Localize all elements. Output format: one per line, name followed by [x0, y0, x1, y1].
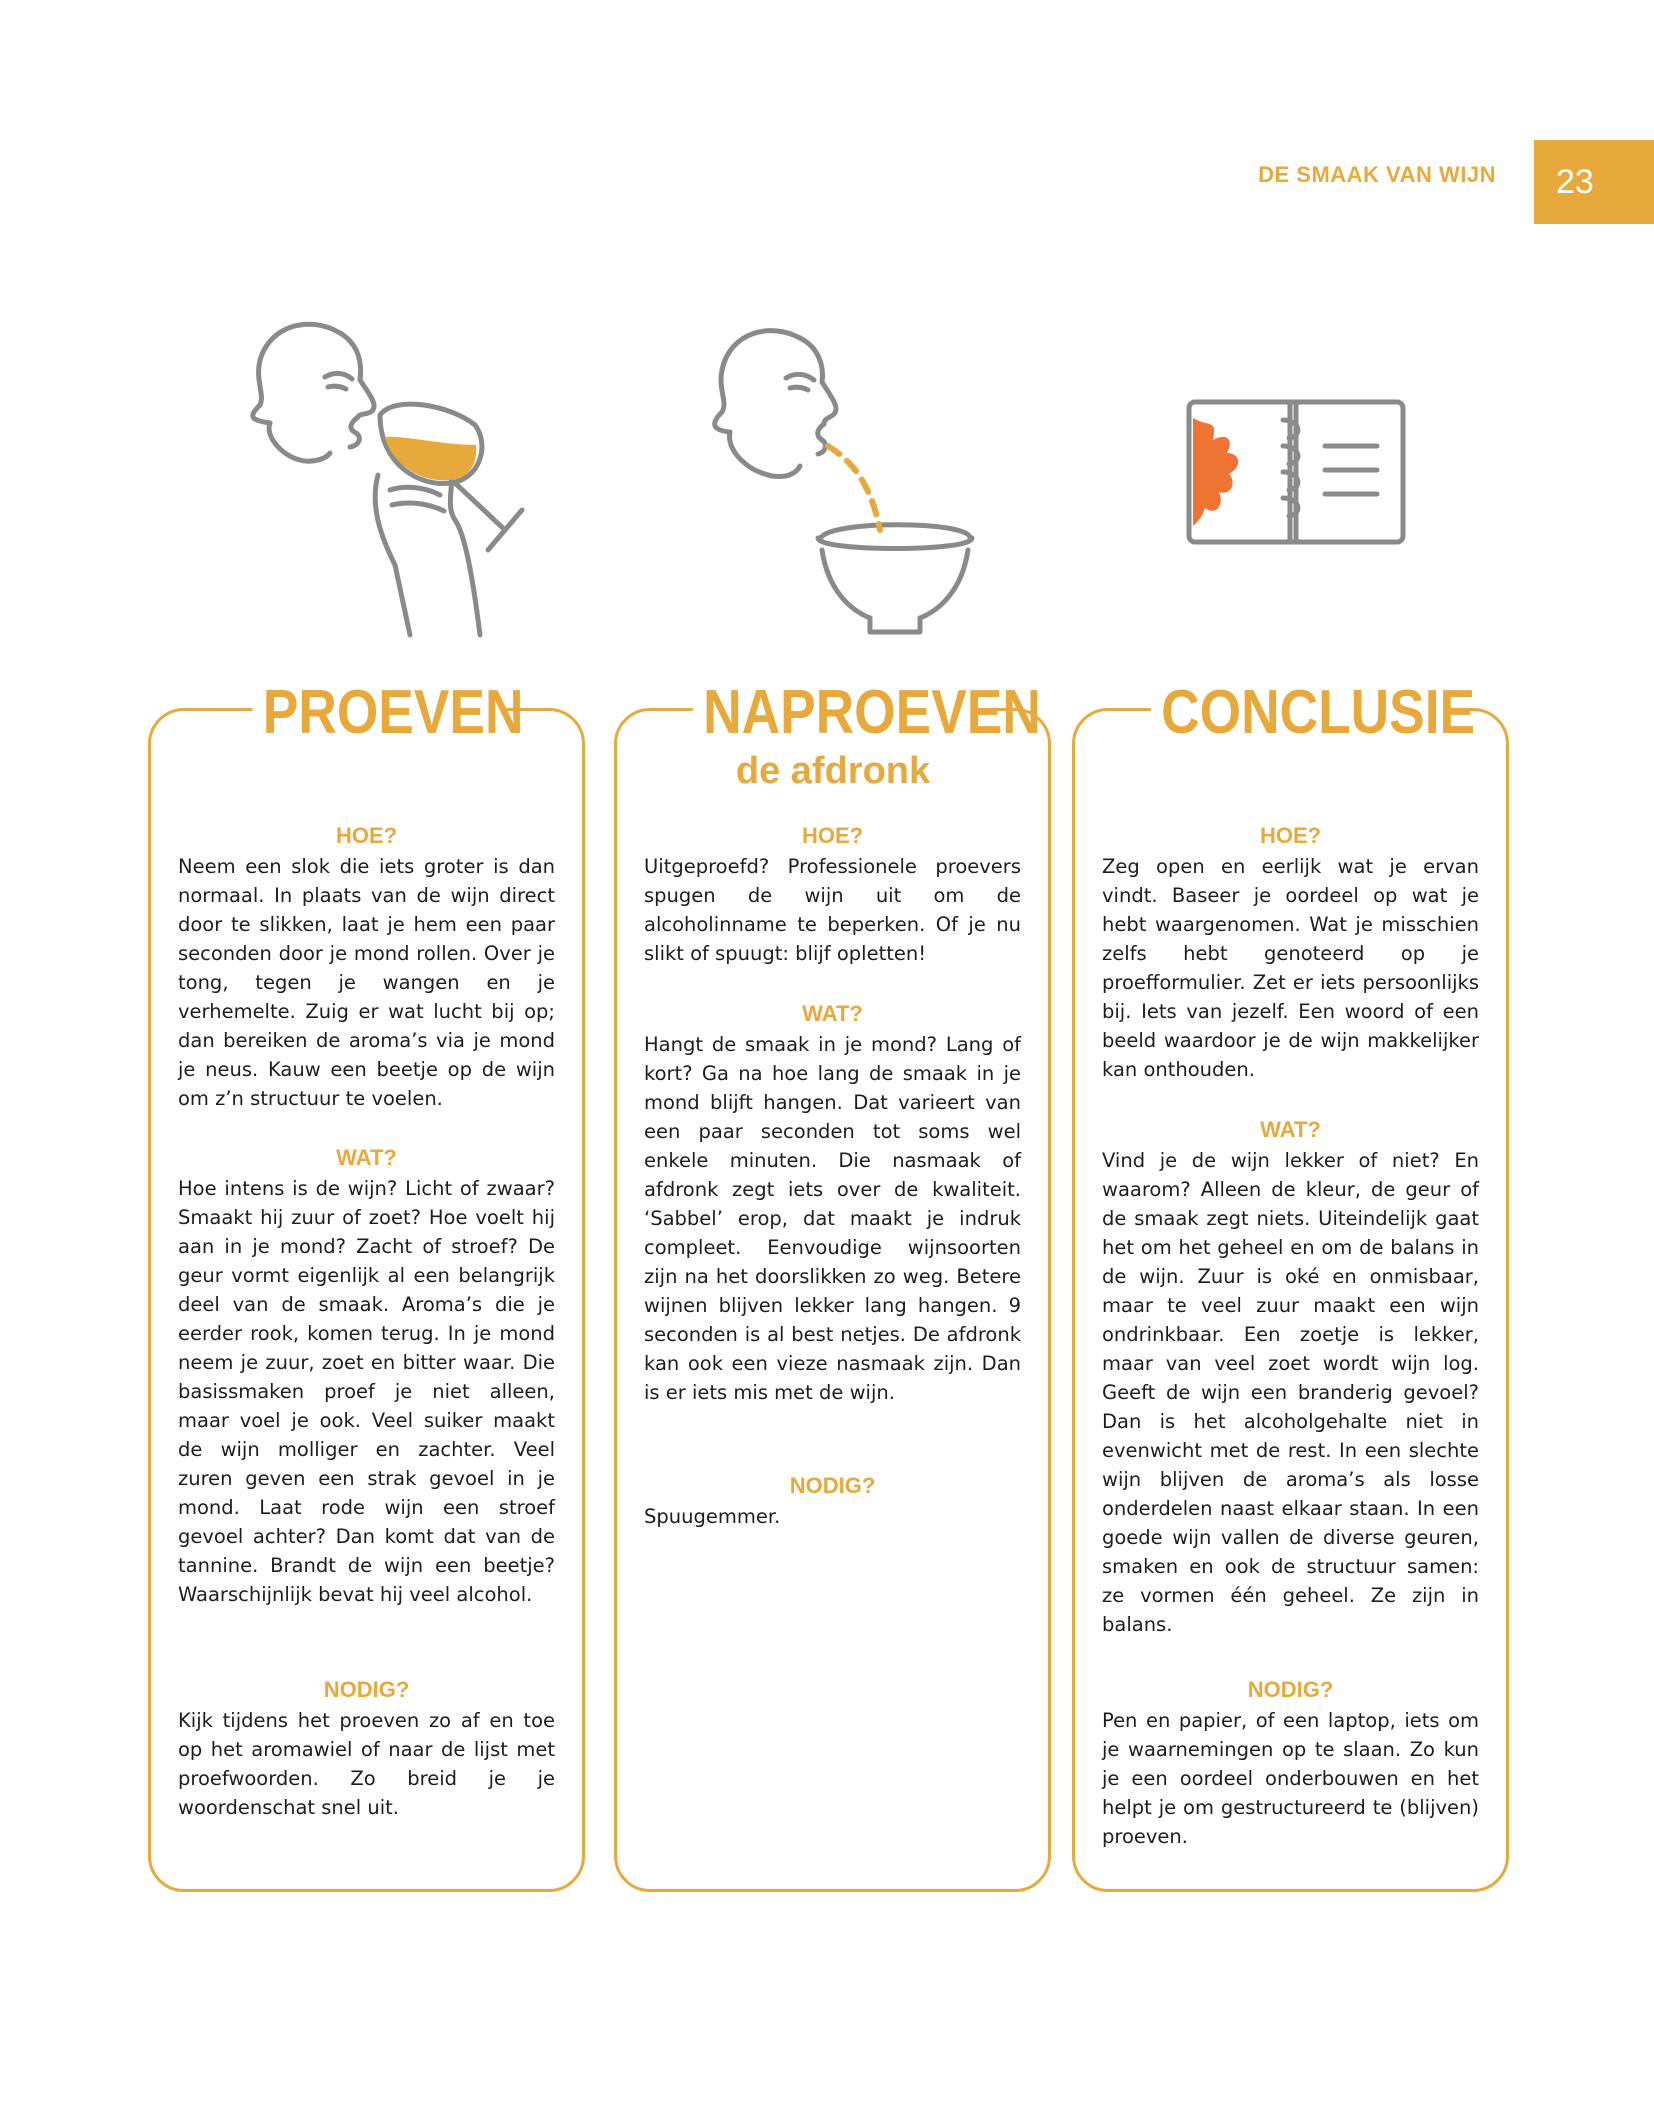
section-text: Vind je de wijn lekker of niet? En waarom? Alleen de kleur, de geur of de smaak zegt niets. Uiteindelijk gaat het om het geheel en om de balans in de wijn. Zuur is oké en onmisbaar, maar te veel zuur maakt een wijn ondrinkbaar. Een zoetje is lekker, maar van veel zoet wordt wijn log. Geeft de wijn een branderig gevoel? Dan is het alcoholgehalte niet in evenwicht met de rest. In een slechte wijn blijven de aroma’s als losse onderdelen naast elkaar staan. In een goede wijn vallen de diverse geuren, smaken en ook de structuur samen: ze vormen één geheel. Ze zijn in balans.: [1102, 1149, 1479, 1636]
notebook-leaf-icon: [1185, 398, 1407, 546]
section-heading: HOE?: [1259, 823, 1322, 848]
column-title-conclusie: CONCLUSIE: [1151, 678, 1455, 748]
naproeven-hoe-section: [644, 822, 1021, 968]
section-heading: NODIG?: [789, 1473, 876, 1498]
section-text: Neem een slok die iets groter is dan normaal. In plaats van de wijn direct door te slikken, laat je hem een paar seconden door je mond rollen. Over je tong, tegen je wangen en je verhemelte. Zuig er wat lucht bij op; dan bereiken de aroma’s via je mond je neus. Kauw een beetje op de wijn om z’n structuur te voelen.: [178, 855, 555, 1110]
proeven-hoe-section: [178, 822, 555, 1113]
proeven-wat-section: [178, 1144, 555, 1609]
column-title-naproeven: NAPROEVEN: [693, 678, 997, 748]
spitting-person-icon: [700, 320, 1000, 640]
section-heading: WAT?: [1260, 1117, 1321, 1142]
running-header: DE SMAAK VAN WIJN: [1258, 162, 1496, 187]
naproeven-nodig-section: [644, 1472, 1021, 1531]
column-subtitle-naproeven: de afdronk: [735, 750, 931, 792]
conclusie-hoe-section: [1102, 822, 1479, 1084]
section-text: Uitgeproefd? Professionele proevers spugen de wijn uit om de alcoholinname te beperken. Of je nu slikt of spuugt: blijf opletten!: [644, 855, 1021, 965]
page-number: 23: [1534, 140, 1654, 224]
section-text: Kijk tijdens het proeven zo af en toe op het aromawiel of naar de lijst met proefwoorden. Zo breid je je woordenschat snel uit.: [178, 1709, 555, 1819]
section-heading: HOE?: [801, 823, 864, 848]
section-heading: NODIG?: [1247, 1677, 1334, 1702]
section-text: Spuugemmer.: [644, 1505, 781, 1528]
section-text: Zeg open en eerlijk wat je ervan vindt. Baseer je oordeel op wat je hebt waargenomen. Wat je misschien zelfs hebt genoteerd op je proefformulier. Zet er iets persoonlijks bij. Iets van jezelf. Een woord of een beeld waardoor je de wijn makkelijker kan onthouden.: [1102, 855, 1479, 1081]
section-text: Pen en papier, of een laptop, iets om je waarnemingen op te slaan. Zo kun je een oordeel onderbouwen en het helpt je om gestructureerd te (blijven) proeven.: [1102, 1709, 1479, 1848]
section-heading: HOE?: [335, 823, 398, 848]
conclusie-nodig-section: [1102, 1676, 1479, 1851]
column-title-proeven: PROEVEN: [252, 678, 503, 748]
section-heading: NODIG?: [323, 1677, 410, 1702]
naproeven-wat-section: [644, 1000, 1021, 1407]
section-heading: WAT?: [336, 1145, 397, 1170]
section-text: Hoe intens is de wijn? Licht of zwaar? Smaakt hij zuur of zoet? Hoe voelt hij aan in je mond? Zacht of stroef? De geur vormt eigenlijk al een belangrijk deel van de smaak. Aroma’s die je eerder rook, komen terug. In je mond neem je zuur, zoet en bitter waar. Die basissmaken proef je niet alleen, maar voel je ook. Veel suiker maakt de wijn molliger en zachter. Veel zuren geven een strak gevoel in je mond. Laat rode wijn een stroef gevoel achter? Dan komt dat van de tannine. Brandt de wijn een beetje? Waarschijnlijk bevat hij veel alcohol.: [178, 1177, 555, 1606]
section-text: Hangt de smaak in je mond? Lang of kort? Ga na hoe lang de smaak in je mond blijft hangen. Dat varieert van een paar seconden tot soms wel enkele minuten. Die nasmaak of afdronk zegt iets over de kwaliteit. ‘Sabbel’ erop, dat maakt je indruk compleet. Eenvoudige wijnsoorten zijn na het doorslikken zo weg. Betere wijnen blijven lekker lang hangen. 9 seconden is al best netjes. De afdronk kan ook een vieze nasmaak zijn. Dan is er iets mis met de wijn.: [644, 1033, 1021, 1404]
conclusie-wat-section: [1102, 1116, 1479, 1639]
proeven-nodig-section: [178, 1676, 555, 1822]
section-heading: WAT?: [802, 1001, 863, 1026]
drinking-person-icon: [230, 305, 550, 640]
